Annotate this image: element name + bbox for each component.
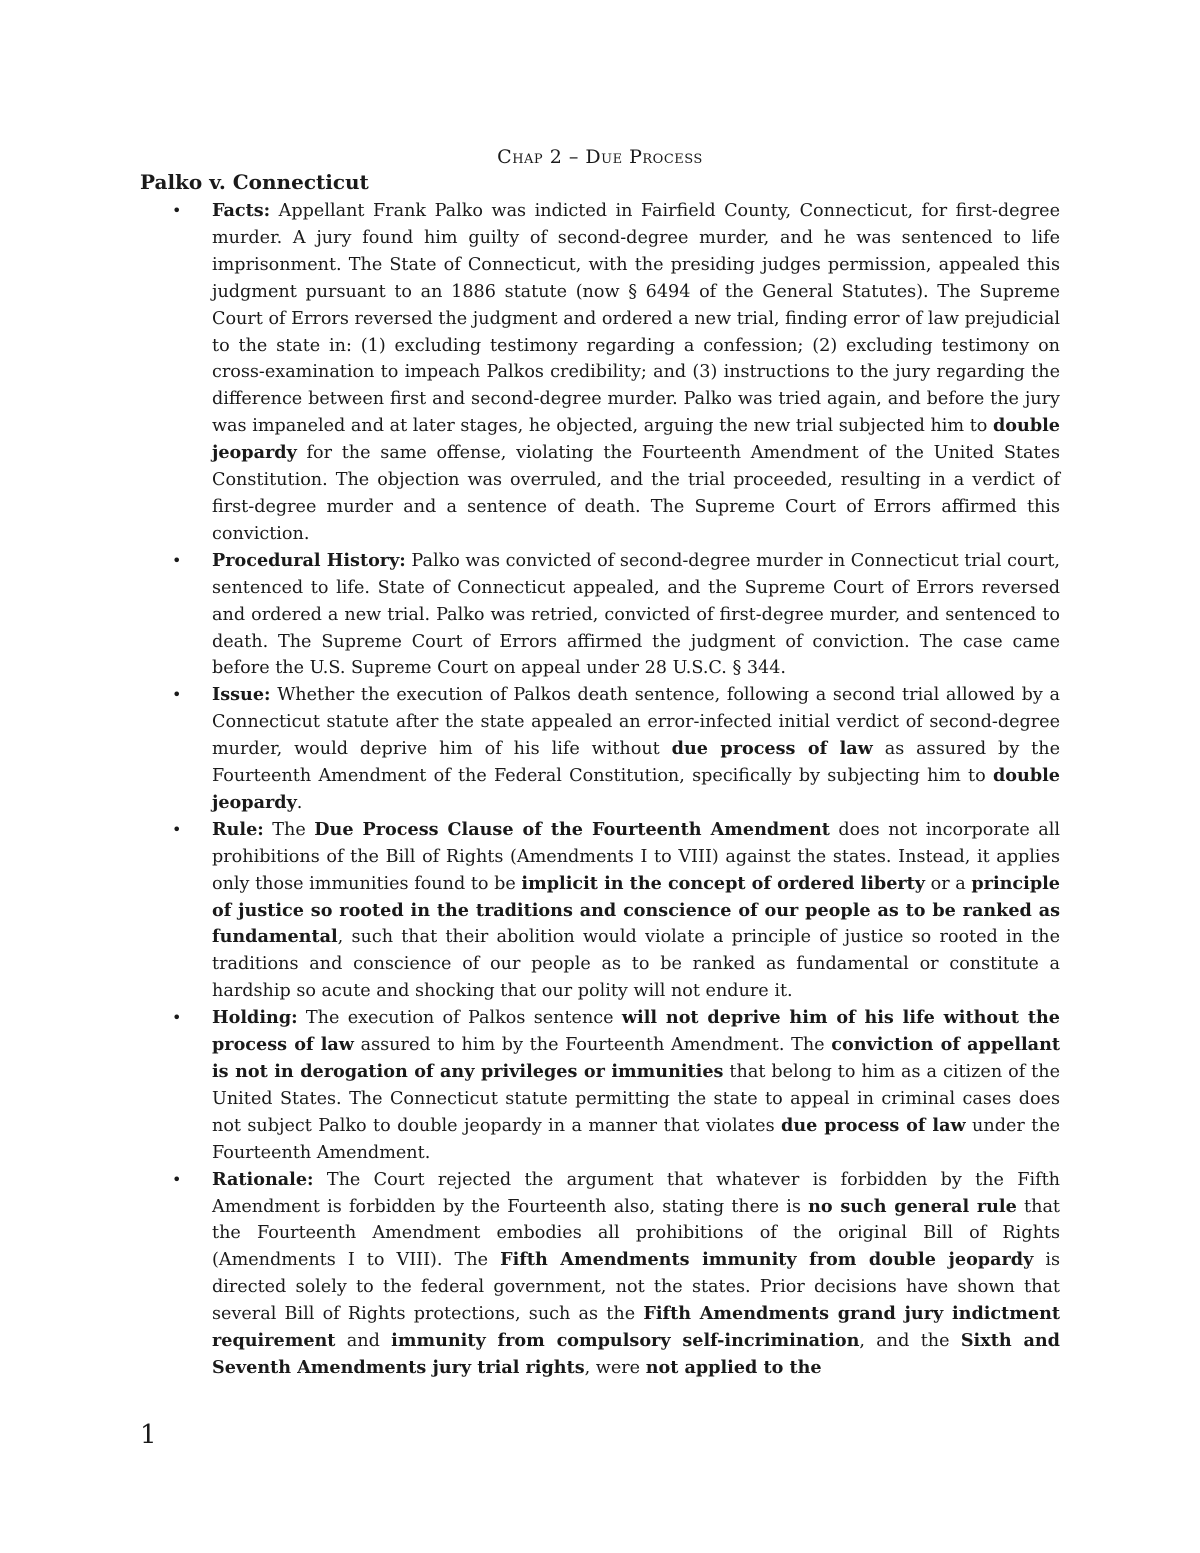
bold-run: Holding:: [212, 1007, 298, 1029]
section-text: [212, 820, 1060, 1001]
bold-run: double jeopardy: [212, 415, 1060, 464]
case-title: Palko v. Connecticut: [140, 170, 369, 194]
section-facts: [140, 198, 1060, 548]
bullet-icon: •: [172, 1008, 182, 1028]
page-number: 1: [140, 1420, 157, 1450]
bullet-icon: •: [172, 685, 182, 705]
section-rationale: [140, 1167, 1060, 1382]
section-issue: [140, 682, 1060, 817]
case-brief-sections: [140, 198, 1060, 1382]
section-text: [212, 201, 1060, 544]
bold-run: immunity from compulsory self-incrimination: [391, 1330, 860, 1352]
bold-run: implicit in the concept of ordered liberty: [521, 872, 926, 894]
bold-run: principle of justice so rooted in the traditions and conscience of our people as to be ranked as fundamental: [212, 872, 1060, 948]
section-text: [212, 551, 1060, 679]
text-run: Whether the execution of Palkos death sentence, following a second trial allowed by a Connecticut statute after the state appealed an error-infected initial verdict of second-degree murder, would deprive him of his life without: [212, 685, 1060, 760]
text-run: The: [263, 819, 315, 840]
bold-run: Rule:: [212, 818, 264, 840]
section-text: [212, 1170, 1060, 1378]
text-run: The Court rejected the argument that whatever is forbidden by the Fifth Amendment is forbidden by the Fourteenth also, stating there is: [212, 1169, 1060, 1217]
text-run: , such that their abolition would violate a principle of justice so rooted in the traditions and conscience of our people as to be ranked as fundamental or constitute a hardship so acute and shocking that our polity will not endure it.: [212, 927, 1060, 1002]
section-text: [212, 1008, 1060, 1163]
text-run: Appellant Frank Palko was indicted in Fairfield County, Connecticut, for first-degree murder. A jury found him guilty of second-degree murder, and he was sentenced to life imprisonment. The State of Connecticut, with the presiding judges permission, appealed this judgment pursuant to an 1886 statute (now § 6494 of the General Statutes). The Supreme Court of Errors reversed the judgment and ordered a new trial, finding error of law prejudicial to the state in: (1) excluding testimony regarding a confession; (2) excluding testimony on cross-examination to impeach Palkos credibility; and (3) instructions to the jury regarding the difference between first and second-degree murder. Palko was tried again, and before the jury was impaneled and at later stages, he objected, arguing the new trial subjected him to: [212, 201, 1060, 437]
bold-run: Due Process Clause of the Fourteenth Amendment: [314, 818, 830, 840]
bold-run: conviction of appellant is not in derogation of any privileges or immunities: [212, 1034, 1060, 1082]
bold-run: Facts:: [212, 200, 271, 221]
bold-run: Sixth and Seventh Amendments jury trial rights: [212, 1330, 1060, 1378]
bullet-icon: •: [172, 550, 182, 570]
bold-run: no such general rule: [808, 1195, 1017, 1217]
text-run: , were: [584, 1357, 646, 1378]
bold-run: due process of law: [781, 1114, 966, 1136]
text-run: that belong to him as a citizen of the United States. The Connecticut statute permitting the state to appeal in criminal cases does not subject Palko to double jeopardy in a manner that violates: [212, 1062, 1060, 1136]
section-rule: [140, 817, 1060, 1005]
text-run: , and the: [859, 1331, 961, 1352]
bold-run: due process of law: [671, 738, 873, 760]
text-run: or a: [925, 873, 972, 894]
text-run: that the Fourteenth Amendment embodies all prohibitions of the original Bill of Rights (Amendments I to VIII). The: [212, 1196, 1061, 1271]
bold-run: Rationale:: [212, 1168, 314, 1190]
text-run: as assured by the Fourteenth Amendment of the Federal Constitution, specifically by subjecting him to: [212, 739, 1060, 787]
text-run: assured to him by the Fourteenth Amendment. The: [353, 1035, 832, 1056]
text-run: Palko was convicted of second-degree murder in Connecticut trial court, sentenced to life. State of Connecticut appealed, and the Supreme Court of Errors reversed and ordered a new trial. Palko was retried, convicted of first-degree murder, and sentenced to death. The Supreme Court of Errors affirmed the judgment of conviction. The case came before the U.S. Supreme Court on appeal under 28 U.S.C. § 344.: [212, 550, 1060, 679]
section-text: [212, 685, 1060, 813]
text-run: does not incorporate all prohibitions of the Bill of Rights (Amendments I to VIII) against the states. Instead, it applies only those immunities found to be: [212, 819, 1060, 894]
text-run: The execution of Palkos sentence: [297, 1008, 622, 1029]
text-run: .: [296, 792, 303, 813]
bullet-icon: •: [172, 819, 182, 839]
chapter-title: Chap 2 – Due Process: [497, 146, 703, 168]
text-run: for the same offense, violating the Fourteenth Amendment of the United States Constitution. The objection was overruled, and the trial proceeded, resulting in a verdict of first-degree murder and a sentence of death. The Supreme Court of Errors affirmed this conviction.: [212, 443, 1060, 544]
bullet-icon: •: [172, 201, 182, 220]
bold-run: Fifth Amendments immunity from double jeopardy: [500, 1249, 1034, 1271]
bold-run: Procedural History:: [212, 549, 406, 571]
bold-run: double jeopardy: [212, 765, 1060, 813]
bullet-icon: •: [172, 1169, 182, 1189]
bold-run: Issue:: [212, 684, 271, 706]
section-holding: [140, 1005, 1060, 1166]
bold-run: Fifth Amendments grand jury indictment requirement: [212, 1303, 1060, 1352]
text-run: is directed solely to the federal government, not the states. Prior decisions have shown that several Bill of Rights protections, such as the: [212, 1250, 1060, 1325]
bold-run: not applied to the: [645, 1356, 822, 1378]
text-run: under the Fourteenth Amendment.: [212, 1115, 1061, 1163]
bold-run: will not deprive him of his life without the process of law: [212, 1007, 1060, 1056]
section-procedural-history: [140, 548, 1060, 683]
text-run: and: [335, 1331, 392, 1352]
